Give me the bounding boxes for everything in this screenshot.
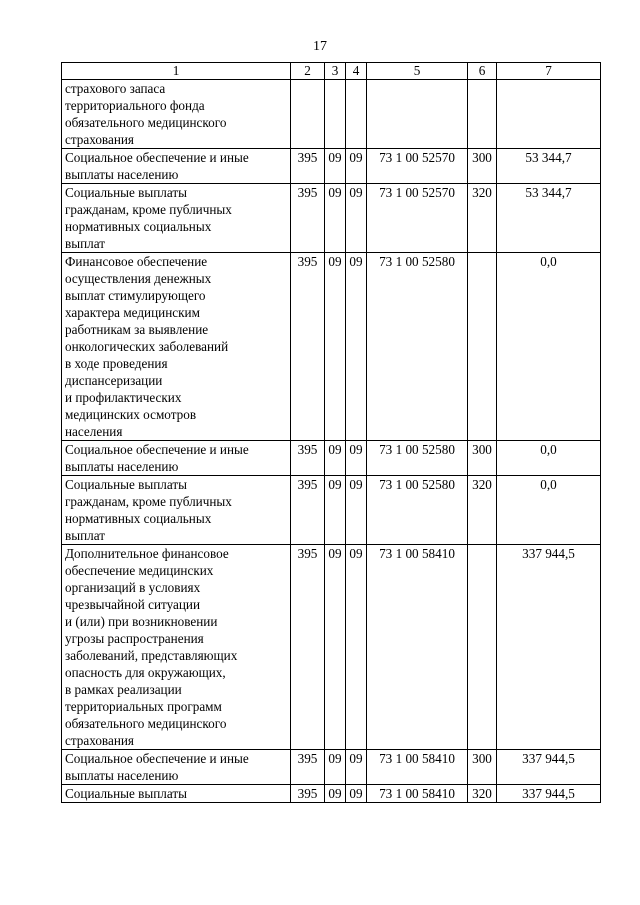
section-cell: 09 (325, 184, 346, 253)
amount-cell (497, 80, 601, 149)
expense-type-cell: 320 (468, 476, 497, 545)
amount-cell: 53 344,7 (497, 149, 601, 184)
target-article-cell: 73 1 00 52580 (367, 441, 468, 476)
admin-code-cell: 395 (291, 149, 325, 184)
row-name-cell: Социальное обеспечение и иные выплаты населению (62, 441, 291, 476)
admin-code-cell (291, 80, 325, 149)
target-article-cell: 73 1 00 52580 (367, 253, 468, 441)
table-row (62, 184, 601, 253)
admin-code-cell: 395 (291, 545, 325, 750)
admin-code-cell: 395 (291, 253, 325, 441)
table-row (62, 785, 601, 803)
target-article-cell: 73 1 00 52570 (367, 184, 468, 253)
subsection-cell (346, 80, 367, 149)
row-name-cell: Социальные выплаты гражданам, кроме публичных нормативных социальных выплат (62, 184, 291, 253)
row-name-cell: Социальные выплаты гражданам, кроме публичных нормативных социальных выплат (62, 476, 291, 545)
row-name-cell: Дополнительное финансовое обеспечение медицинских организаций в условиях чрезвычайной ситуации и (или) при возникновении угрозы распространения заболеваний, представляющих опасность для окружающих, в рамках реализации территориальных программ обязательного медицинского страхования (62, 545, 291, 750)
table-row (62, 80, 601, 149)
amount-cell: 53 344,7 (497, 184, 601, 253)
column-header: 2 (291, 63, 325, 80)
section-cell: 09 (325, 441, 346, 476)
expense-type-cell (468, 545, 497, 750)
row-name-cell: Социальное обеспечение и иные выплаты населению (62, 750, 291, 785)
budget-table (61, 62, 601, 803)
subsection-cell: 09 (346, 785, 367, 803)
table-header-row (62, 63, 601, 80)
target-article-cell: 73 1 00 52580 (367, 476, 468, 545)
subsection-cell: 09 (346, 184, 367, 253)
section-cell: 09 (325, 476, 346, 545)
subsection-cell: 09 (346, 253, 367, 441)
target-article-cell: 73 1 00 52570 (367, 149, 468, 184)
expense-type-cell (468, 80, 497, 149)
expense-type-cell (468, 253, 497, 441)
target-article-cell: 73 1 00 58410 (367, 785, 468, 803)
target-article-cell (367, 80, 468, 149)
column-header: 7 (497, 63, 601, 80)
table-row (62, 545, 601, 750)
amount-cell: 0,0 (497, 476, 601, 545)
row-name-cell: страхового запаса территориального фонда обязательного медицинского страхования (62, 80, 291, 149)
section-cell: 09 (325, 750, 346, 785)
expense-type-cell: 320 (468, 785, 497, 803)
admin-code-cell: 395 (291, 476, 325, 545)
expense-type-cell: 300 (468, 149, 497, 184)
amount-cell: 337 944,5 (497, 785, 601, 803)
subsection-cell: 09 (346, 750, 367, 785)
expense-type-cell: 320 (468, 184, 497, 253)
subsection-cell: 09 (346, 441, 367, 476)
expense-type-cell: 300 (468, 441, 497, 476)
column-header: 4 (346, 63, 367, 80)
section-cell (325, 80, 346, 149)
section-cell: 09 (325, 253, 346, 441)
subsection-cell: 09 (346, 149, 367, 184)
subsection-cell: 09 (346, 545, 367, 750)
section-cell: 09 (325, 785, 346, 803)
amount-cell: 0,0 (497, 253, 601, 441)
section-cell: 09 (325, 545, 346, 750)
admin-code-cell: 395 (291, 750, 325, 785)
subsection-cell: 09 (346, 476, 367, 545)
column-header: 6 (468, 63, 497, 80)
expense-type-cell: 300 (468, 750, 497, 785)
admin-code-cell: 395 (291, 184, 325, 253)
admin-code-cell: 395 (291, 441, 325, 476)
table-row (62, 441, 601, 476)
section-cell: 09 (325, 149, 346, 184)
amount-cell: 0,0 (497, 441, 601, 476)
row-name-cell: Социальные выплаты (62, 785, 291, 803)
target-article-cell: 73 1 00 58410 (367, 750, 468, 785)
column-header: 1 (62, 63, 291, 80)
column-header: 3 (325, 63, 346, 80)
column-header: 5 (367, 63, 468, 80)
page-number: 17 (313, 39, 327, 54)
row-name-cell: Финансовое обеспечение осуществления денежных выплат стимулирующего характера медицинским работникам за выявление онкологических заболеваний в ходе проведения диспансеризации и профилактических медицинских осмотров населения (62, 253, 291, 441)
table-row (62, 253, 601, 441)
row-name-cell: Социальное обеспечение и иные выплаты населению (62, 149, 291, 184)
target-article-cell: 73 1 00 58410 (367, 545, 468, 750)
amount-cell: 337 944,5 (497, 750, 601, 785)
table-row (62, 750, 601, 785)
table-row (62, 149, 601, 184)
table-row (62, 476, 601, 545)
admin-code-cell: 395 (291, 785, 325, 803)
amount-cell: 337 944,5 (497, 545, 601, 750)
